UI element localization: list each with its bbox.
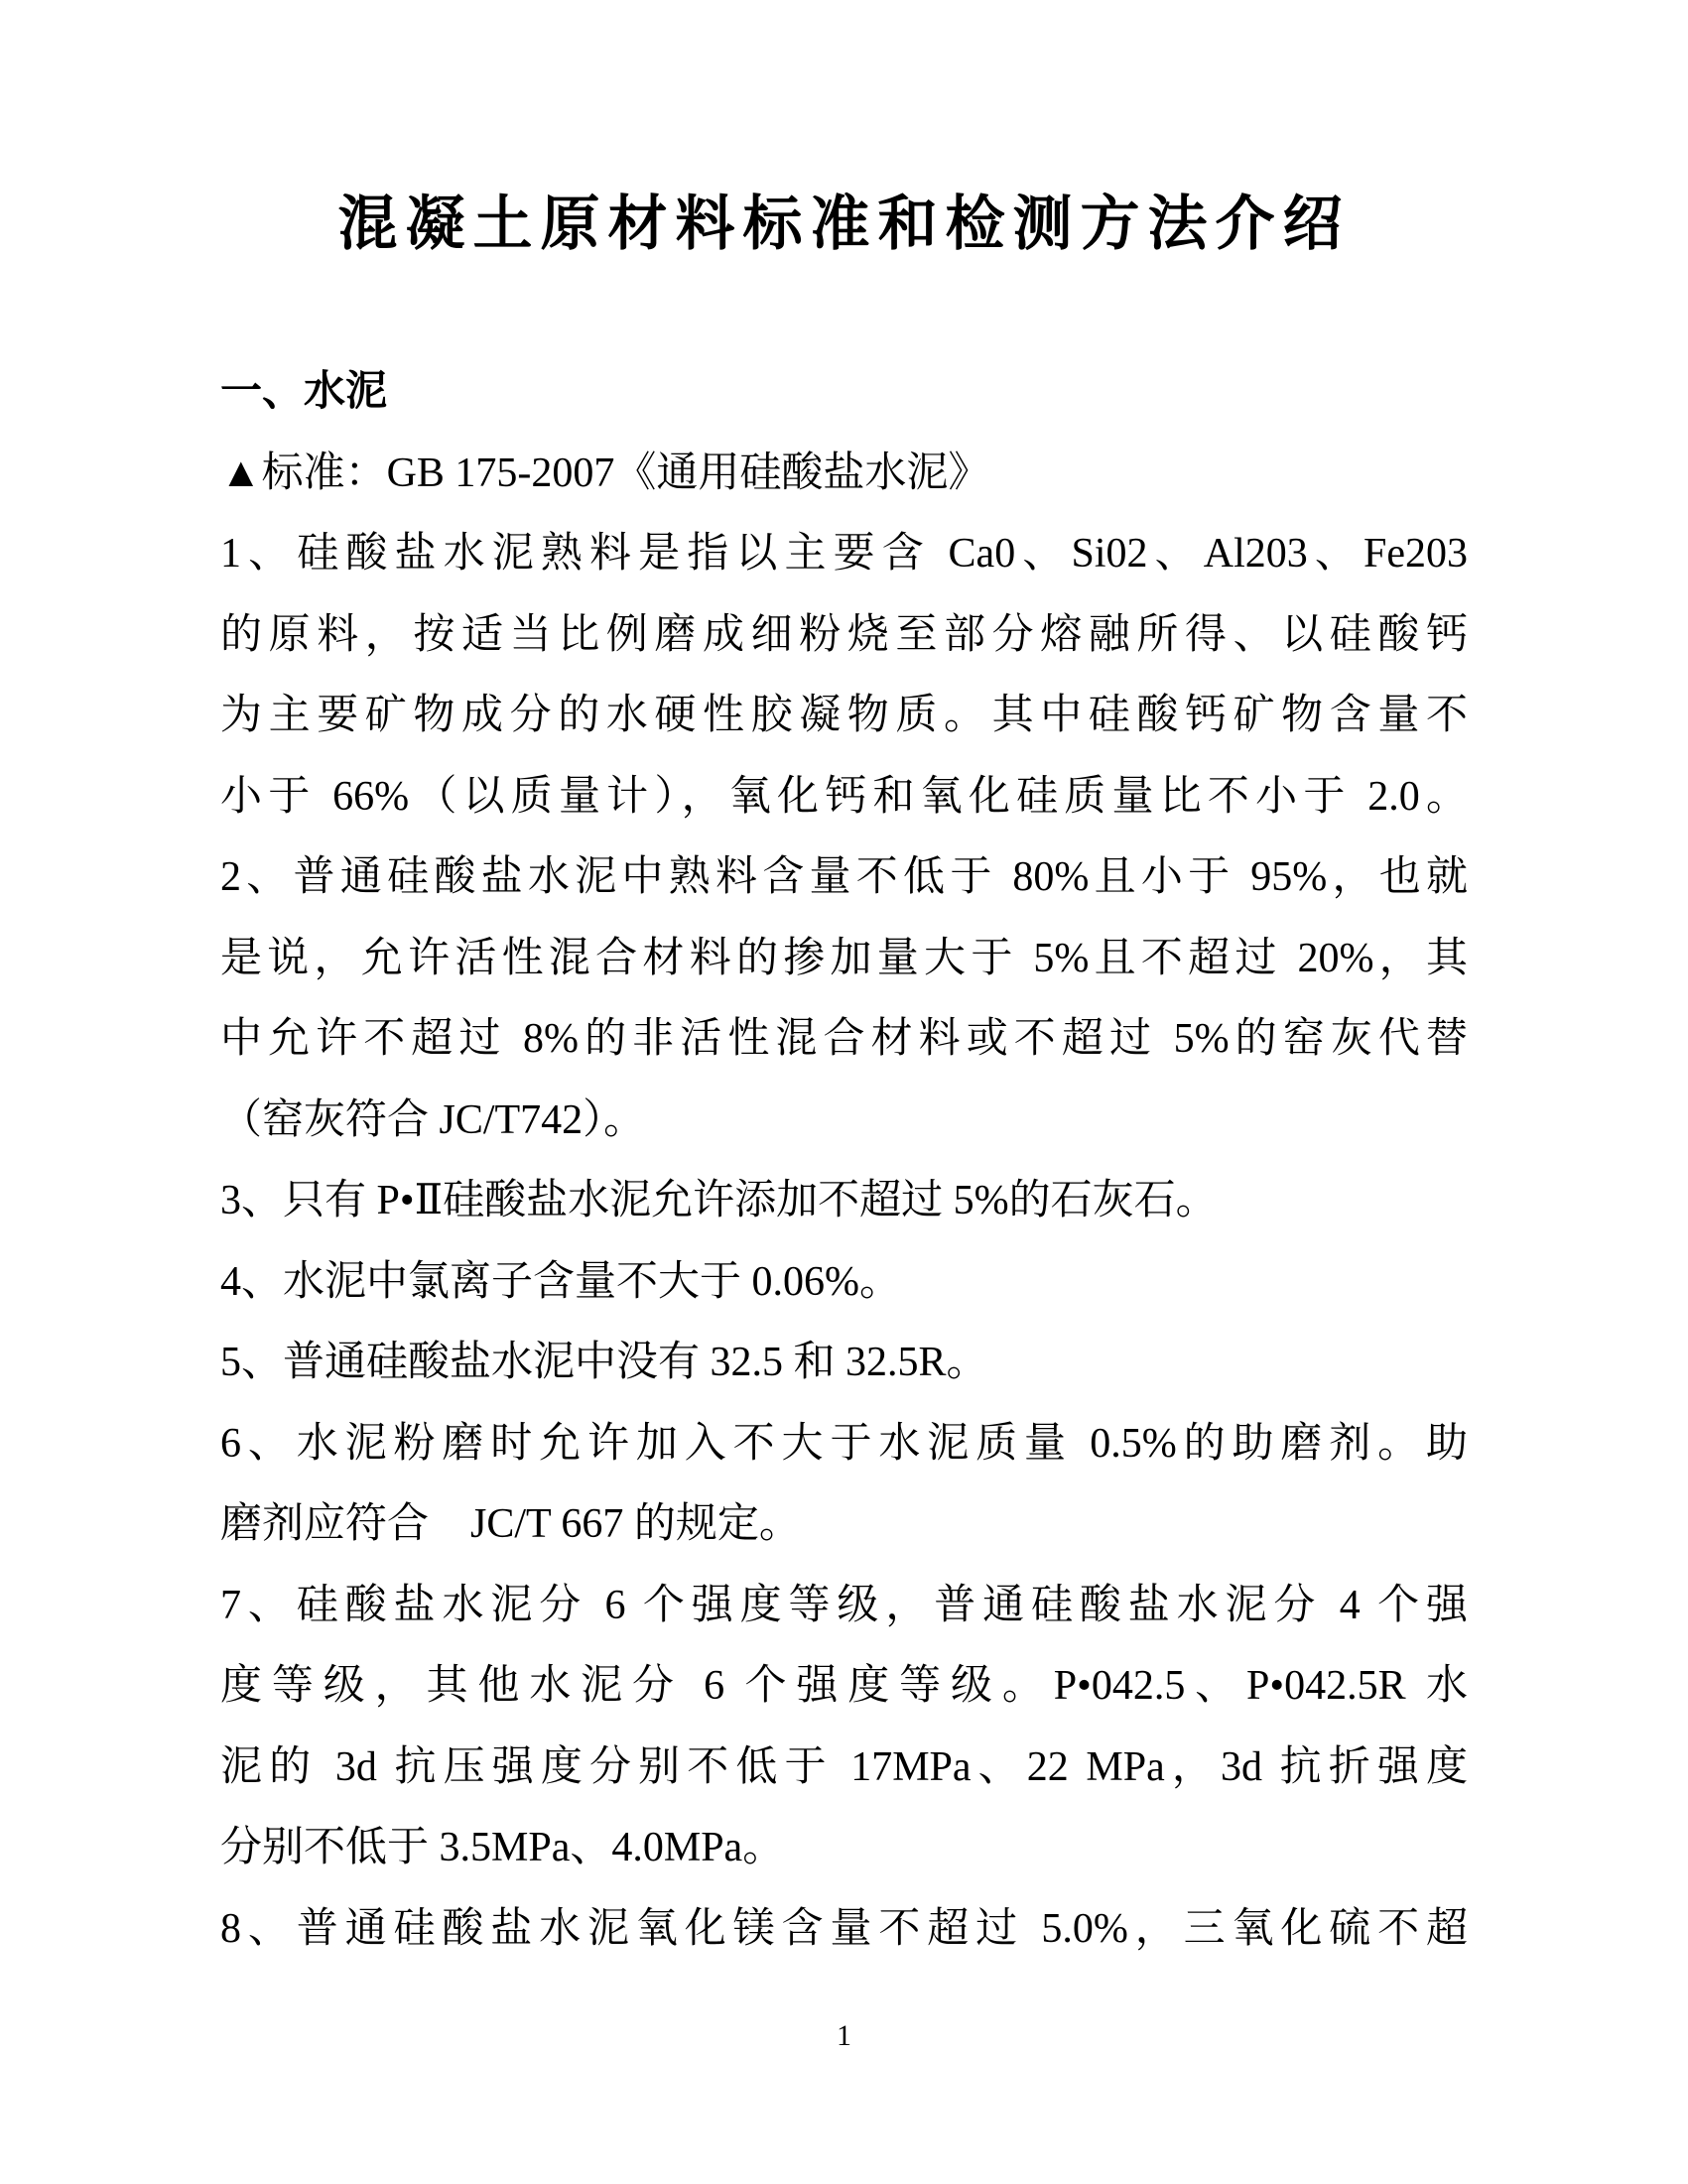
text-line: 泥的 3d 抗压强度分别不低于 17MPa、22 MPa，3d 抗折强度: [220, 1743, 1468, 1790]
page-number: 1: [837, 2019, 851, 2052]
text-line: 1、硅酸盐水泥熟料是指以主要含 Ca0、Si02、Al203、Fe203: [220, 531, 1468, 577]
text-line: 5、普通硅酸盐水泥中没有 32.5 和 32.5R。: [220, 1340, 988, 1385]
text-line: 8、普通硅酸盐水泥氧化镁含量不超过 5.0%，三氧化硫不超: [220, 1905, 1468, 1952]
section-heading: 一、水泥: [220, 369, 388, 415]
text-line: 4、水泥中氯离子含量不大于 0.06%。: [220, 1258, 901, 1305]
text-line: 2、普通硅酸盐水泥中熟料含量不低于 80%且小于 95%，也就: [220, 854, 1468, 900]
page-title: 混凝土原材料标准和检测方法介绍: [337, 192, 1351, 257]
text-line: （窑灰符合 JC/T742）。: [220, 1096, 646, 1143]
text-line: 7、硅酸盐水泥分 6 个强度等级，普通硅酸盐水泥分 4 个强: [220, 1582, 1468, 1628]
text-line: 度等级，其他水泥分 6 个强度等级。P•042.5、P•042.5R 水: [220, 1663, 1468, 1709]
document-body: [220, 352, 1468, 1970]
text-line: 是说，允许活性混合材料的掺加量大于 5%且不超过 20%，其: [220, 935, 1468, 981]
text-line: 分别不低于 3.5MPa、4.0MPa。: [220, 1825, 785, 1870]
text-line: 为主要矿物成分的水硬性胶凝物质。其中硅酸钙矿物含量不: [220, 693, 1468, 738]
page-footer: [0, 2016, 1688, 2056]
text-line: 中允许不超过 8%的非活性混合材料或不超过 5%的窑灰代替: [220, 1016, 1468, 1062]
text-line: 磨剂应符合 JC/T 667 的规定。: [220, 1501, 801, 1547]
text-line: 小于 66%（以质量计），氧化钙和氧化硅质量比不小于 2.0。: [220, 773, 1468, 820]
text-line: 3、只有 P•Ⅱ硅酸盐水泥允许添加不超过 5%的石灰石。: [220, 1178, 1218, 1223]
text-line: 的原料，按适当比例磨成细粉烧至部分熔融所得、以硅酸钙: [220, 611, 1468, 658]
standard-line: ▲标准：GB 175-2007《通用硅酸盐水泥》: [220, 450, 990, 496]
text-line: 6、水泥粉磨时允许加入不大于水泥质量 0.5%的助磨剂。助: [220, 1420, 1468, 1467]
